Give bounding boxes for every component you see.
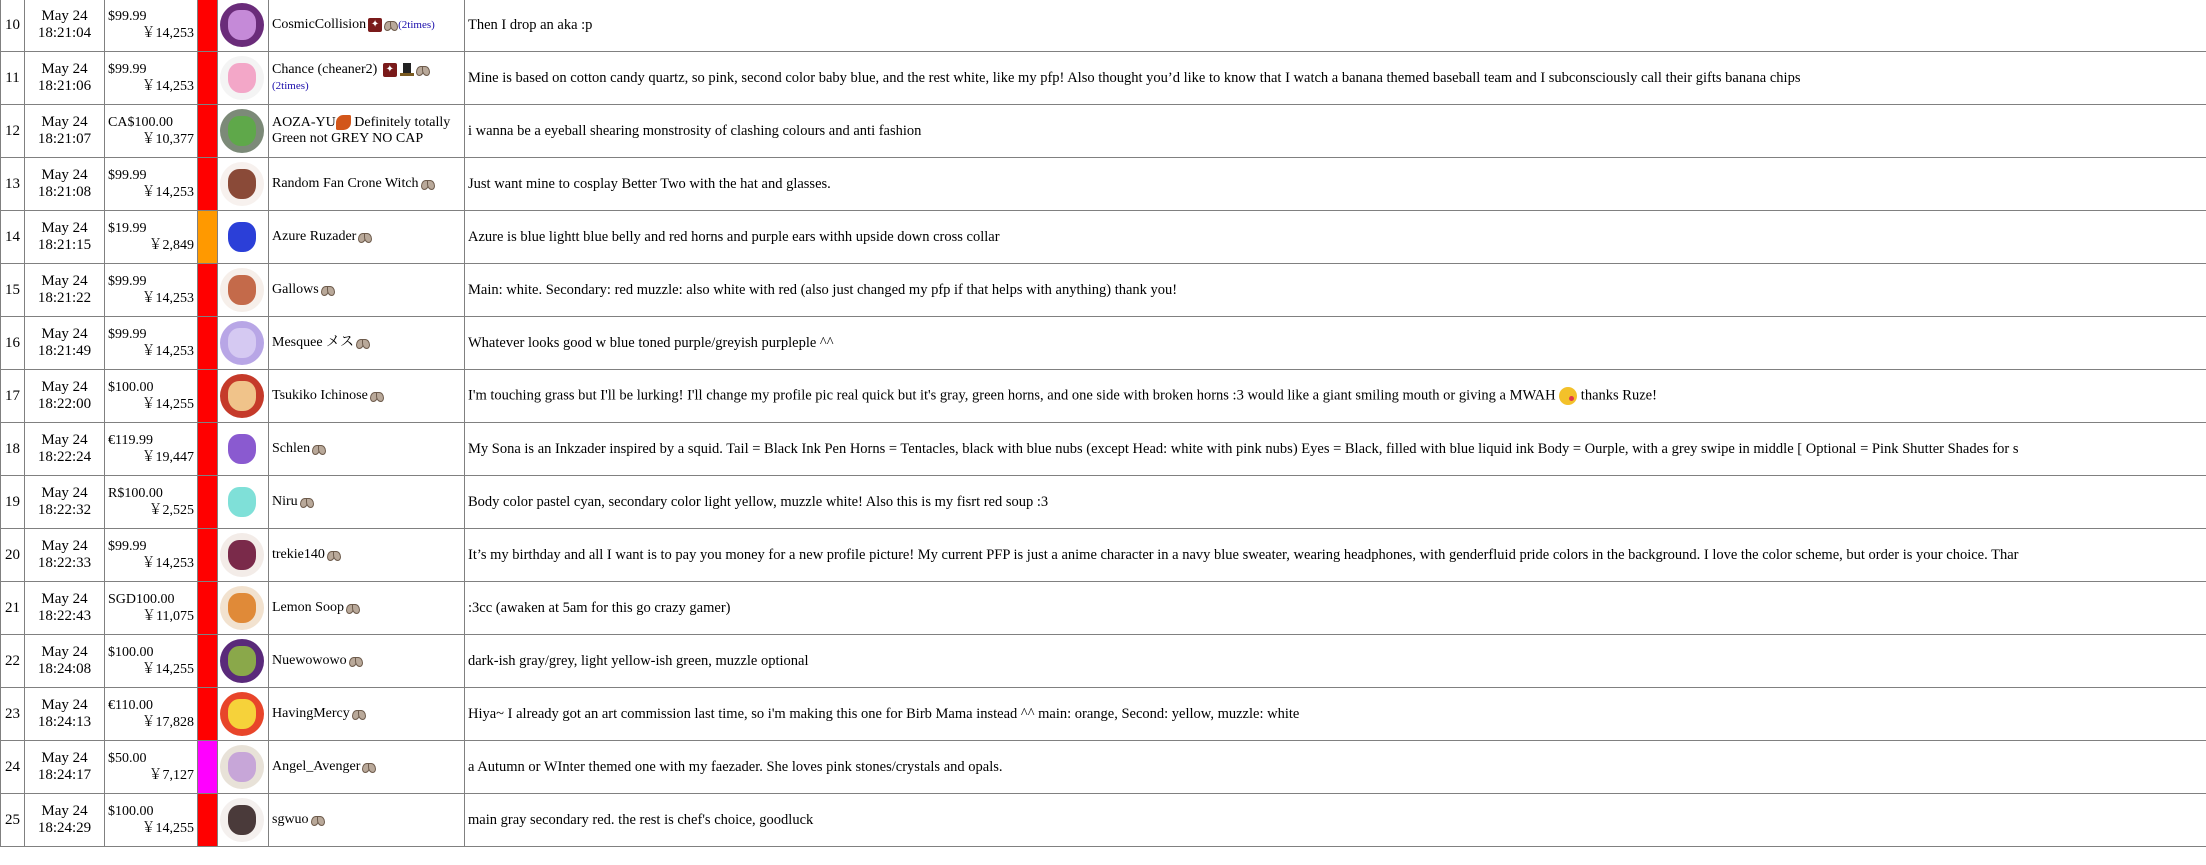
amount: $99.99 ￥14,253 <box>105 158 198 211</box>
timestamp: May 24 18:24:29 <box>25 794 105 847</box>
timestamp: May 24 18:24:08 <box>25 635 105 688</box>
amount: $19.99 ￥2,849 <box>105 211 198 264</box>
member-badge-icon <box>352 709 366 719</box>
table-row <box>1 423 2206 476</box>
message <box>465 52 2206 105</box>
avatar-cell <box>218 423 269 476</box>
row-number: 13 <box>1 158 25 211</box>
avatar[interactable] <box>220 533 264 577</box>
row-number: 21 <box>1 582 25 635</box>
amount: $100.00 ￥14,255 <box>105 794 198 847</box>
kiss-emoji-icon <box>1559 387 1577 405</box>
username-text[interactable]: Angel_Avenger <box>272 759 361 774</box>
member-badge-icon <box>421 179 435 189</box>
timestamp: May 24 18:21:08 <box>25 158 105 211</box>
tier-color-bar <box>198 105 218 158</box>
username-text[interactable]: AOZA-YU <box>272 115 336 130</box>
username <box>269 529 465 582</box>
member-badge-icon <box>362 762 376 772</box>
row-number: 23 <box>1 688 25 741</box>
table-row <box>1 688 2206 741</box>
timestamp: May 24 18:21:49 <box>25 317 105 370</box>
message-text: Hiya~ I already got an art commission last time, so i'm making this one for Birb Mama instead ^^ main: orange, Second: yellow, muzzle: white <box>468 705 1300 722</box>
leaf-icon <box>336 115 351 130</box>
avatar[interactable] <box>220 374 264 418</box>
row-number: 22 <box>1 635 25 688</box>
table-row <box>1 211 2206 264</box>
message <box>465 529 2206 582</box>
timestamp: May 24 18:22:33 <box>25 529 105 582</box>
avatar[interactable] <box>220 586 264 630</box>
timestamp: May 24 18:22:43 <box>25 582 105 635</box>
message-text: My Sona is an Inkzader inspired by a squid. Tail = Black Ink Pen Horns = Tentacles, black with blue nubs (except Head: white with pink nubs) Eyes = Black, filled with blue liquid ink Body = Ourple, with a grey swipe in middle [ Optional = Pink Shutter Shades for s <box>468 440 2019 457</box>
tier-color-bar <box>198 476 218 529</box>
avatar[interactable] <box>220 692 264 736</box>
member-badge-icon <box>311 815 325 825</box>
avatar[interactable] <box>220 745 264 789</box>
username <box>269 635 465 688</box>
avatar-cell <box>218 476 269 529</box>
message-text: a Autumn or WInter themed one with my faezader. She loves pink stones/crystals and opals. <box>468 758 1003 775</box>
username <box>269 423 465 476</box>
message <box>465 370 2206 423</box>
table-row <box>1 0 2206 52</box>
message <box>465 211 2206 264</box>
amount: $99.99 ￥14,253 <box>105 0 198 52</box>
member-badge-icon <box>300 497 314 507</box>
tier-color-bar <box>198 52 218 105</box>
row-number: 20 <box>1 529 25 582</box>
table-row <box>1 635 2206 688</box>
avatar[interactable] <box>220 3 264 47</box>
tier-color-bar <box>198 423 218 476</box>
username <box>269 0 465 52</box>
message <box>465 688 2206 741</box>
tier-color-bar <box>198 741 218 794</box>
amount: SGD100.00 ￥11,075 <box>105 582 198 635</box>
username <box>269 158 465 211</box>
timestamp: May 24 18:21:07 <box>25 105 105 158</box>
row-number: 15 <box>1 264 25 317</box>
timestamp: May 24 18:21:06 <box>25 52 105 105</box>
avatar-cell <box>218 794 269 847</box>
avatar-cell <box>218 52 269 105</box>
username <box>269 582 465 635</box>
row-number: 10 <box>1 0 25 52</box>
avatar[interactable] <box>220 109 264 153</box>
username-text[interactable]: CosmicCollision <box>272 17 367 32</box>
avatar[interactable] <box>220 639 264 683</box>
tier-color-bar <box>198 635 218 688</box>
username-text[interactable]: Tsukiko Ichinose <box>272 388 368 403</box>
message-text: Main: white. Secondary: red muzzle: also white with red (also just changed my pfp if that helps with anything) thank you! <box>468 281 1178 298</box>
username-text[interactable]: Random Fan Crone Witch <box>272 176 419 191</box>
table-row <box>1 476 2206 529</box>
username-text[interactable]: trekie140 <box>272 547 325 562</box>
message-text-cont: thanks Ruze! <box>1580 387 1657 404</box>
username <box>269 317 465 370</box>
amount: €119.99 ￥19,447 <box>105 423 198 476</box>
amount: R$100.00 ￥2,525 <box>105 476 198 529</box>
avatar[interactable] <box>220 427 264 471</box>
tier-color-bar <box>198 317 218 370</box>
avatar[interactable] <box>220 321 264 365</box>
avatar-cell <box>218 158 269 211</box>
username-text[interactable]: Lemon Soop <box>272 600 344 615</box>
amount: $99.99 ￥14,253 <box>105 264 198 317</box>
tier-color-bar <box>198 529 218 582</box>
member-badge-icon <box>370 391 384 401</box>
message <box>465 476 2206 529</box>
message <box>465 264 2206 317</box>
message <box>465 317 2206 370</box>
username-text[interactable]: HavingMercy <box>272 706 350 721</box>
table-row <box>1 741 2206 794</box>
row-number: 18 <box>1 423 25 476</box>
message-text: main gray secondary red. the rest is chef's choice, goodluck <box>468 811 814 828</box>
message <box>465 105 2206 158</box>
avatar-cell <box>218 264 269 317</box>
message-text: It’s my birthday and all I want is to pay you money for a new profile picture! My current PFP is just a anime character in a navy blue sweater, wearing headphones, with genderfluid pride colors in the background. I love the color scheme, but order is your choice. Thar <box>468 546 2019 563</box>
message <box>465 635 2206 688</box>
username <box>269 741 465 794</box>
tier-color-bar <box>198 0 218 52</box>
username <box>269 794 465 847</box>
username-text[interactable]: Gallows <box>272 282 319 297</box>
username <box>269 52 465 105</box>
tier-color-bar <box>198 370 218 423</box>
amount: $100.00 ￥14,255 <box>105 635 198 688</box>
row-number: 24 <box>1 741 25 794</box>
amount: $99.99 ￥14,253 <box>105 317 198 370</box>
avatar-cell <box>218 635 269 688</box>
member-badge-icon <box>349 656 363 666</box>
username <box>269 264 465 317</box>
member-badge-icon <box>327 550 341 560</box>
repeat-count[interactable]: (2times) <box>398 19 435 31</box>
avatar-cell <box>218 370 269 423</box>
message-text: Just want mine to cosplay Better Two with the hat and glasses. <box>468 175 831 192</box>
timestamp: May 24 18:22:24 <box>25 423 105 476</box>
timestamp: May 24 18:21:22 <box>25 264 105 317</box>
avatar[interactable] <box>220 268 264 312</box>
amount: €110.00 ￥17,828 <box>105 688 198 741</box>
timestamp: May 24 18:21:15 <box>25 211 105 264</box>
amount: CA$100.00 ￥10,377 <box>105 105 198 158</box>
username-text[interactable]: Schlen <box>272 441 311 456</box>
table-row <box>1 264 2206 317</box>
member-badge-icon <box>358 232 372 242</box>
avatar[interactable] <box>220 215 264 259</box>
tier-color-bar <box>198 264 218 317</box>
row-number: 16 <box>1 317 25 370</box>
username <box>269 370 465 423</box>
message-text: I'm touching grass but I'll be lurking! I'll change my profile pic real quick but it's gray, green horns, and one side with broken horns :3 would like a giant smiling mouth or giving a MWAH <box>468 387 1556 404</box>
star-icon: ✦ <box>368 18 382 32</box>
message-text: Azure is blue lightt blue belly and red horns and purple ears withh upside down cross collar <box>468 228 1000 245</box>
member-badge-icon <box>312 444 326 454</box>
table-row <box>1 105 2206 158</box>
avatar-cell <box>218 582 269 635</box>
table-row <box>1 794 2206 847</box>
username-text[interactable]: Azure Ruzader <box>272 229 357 244</box>
tier-color-bar <box>198 582 218 635</box>
member-badge-icon <box>321 285 335 295</box>
avatar[interactable] <box>220 56 264 100</box>
member-badge-icon <box>384 20 398 30</box>
tier-color-bar <box>198 688 218 741</box>
table-row <box>1 370 2206 423</box>
message-text: i wanna be a eyeball shearing monstrosity of clashing colours and anti fashion <box>468 122 922 139</box>
message <box>465 741 2206 794</box>
username-text[interactable]: Niru <box>272 494 298 509</box>
timestamp: May 24 18:24:13 <box>25 688 105 741</box>
username-text[interactable]: sgwuo <box>272 812 309 827</box>
row-number: 19 <box>1 476 25 529</box>
row-number: 12 <box>1 105 25 158</box>
tier-color-bar <box>198 158 218 211</box>
table-row <box>1 158 2206 211</box>
timestamp: May 24 18:24:17 <box>25 741 105 794</box>
table-row <box>1 582 2206 635</box>
username <box>269 476 465 529</box>
member-badge-icon <box>356 338 370 348</box>
message <box>465 794 2206 847</box>
avatar-cell <box>218 317 269 370</box>
message <box>465 582 2206 635</box>
avatar-cell <box>218 105 269 158</box>
member-badge-icon <box>416 65 430 75</box>
repeat-count[interactable]: (2times) <box>272 80 309 92</box>
username <box>269 211 465 264</box>
avatar[interactable] <box>220 162 264 206</box>
timestamp: May 24 18:22:32 <box>25 476 105 529</box>
amount: $100.00 ￥14,255 <box>105 370 198 423</box>
amount: $99.99 ￥14,253 <box>105 52 198 105</box>
avatar[interactable] <box>220 798 264 842</box>
top-hat-icon <box>400 63 414 77</box>
avatar-cell <box>218 529 269 582</box>
row-number: 25 <box>1 794 25 847</box>
table-row <box>1 317 2206 370</box>
message-text: Then I drop an aka :p <box>468 16 593 33</box>
row-number: 17 <box>1 370 25 423</box>
tier-color-bar <box>198 211 218 264</box>
amount: $99.99 ￥14,253 <box>105 529 198 582</box>
avatar-cell <box>218 211 269 264</box>
tier-color-bar <box>198 794 218 847</box>
message-text: Body color pastel cyan, secondary color light yellow, muzzle white! Also this is my fisrt red soup :3 <box>468 493 1049 510</box>
username-text[interactable]: Chance (cheaner2) <box>272 62 378 77</box>
row-number: 11 <box>1 52 25 105</box>
message-text: dark-ish gray/grey, light yellow-ish green, muzzle optional <box>468 652 809 669</box>
row-number: 14 <box>1 211 25 264</box>
avatar-cell <box>218 741 269 794</box>
table-row <box>1 52 2206 105</box>
message <box>465 423 2206 476</box>
username <box>269 688 465 741</box>
avatar-cell <box>218 688 269 741</box>
member-badge-icon <box>346 603 360 613</box>
message <box>465 0 2206 52</box>
amount: $50.00 ￥7,127 <box>105 741 198 794</box>
timestamp: May 24 18:21:04 <box>25 0 105 52</box>
avatar[interactable] <box>220 480 264 524</box>
avatar-cell <box>218 0 269 52</box>
message <box>465 158 2206 211</box>
username-text[interactable]: Nuewowowo <box>272 653 347 668</box>
username-text[interactable]: Mesquee メス <box>272 335 355 350</box>
username <box>269 105 465 158</box>
star-icon: ✦ <box>383 63 397 77</box>
table-row <box>1 529 2206 582</box>
username-suffix: Definitely totally Green not GREY NO CAP <box>272 115 451 146</box>
message-text: :3cc (awaken at 5am for this go crazy gamer) <box>468 599 731 616</box>
message-text: Mine is based on cotton candy quartz, so pink, second color baby blue, and the rest white, like my pfp! Also thought you’d like to know that I watch a banana themed baseball team and I subconsciously call their gifts banana chips <box>468 69 1801 86</box>
timestamp: May 24 18:22:00 <box>25 370 105 423</box>
message-text: Whatever looks good w blue toned purple/greyish purpleple ^^ <box>468 334 834 351</box>
